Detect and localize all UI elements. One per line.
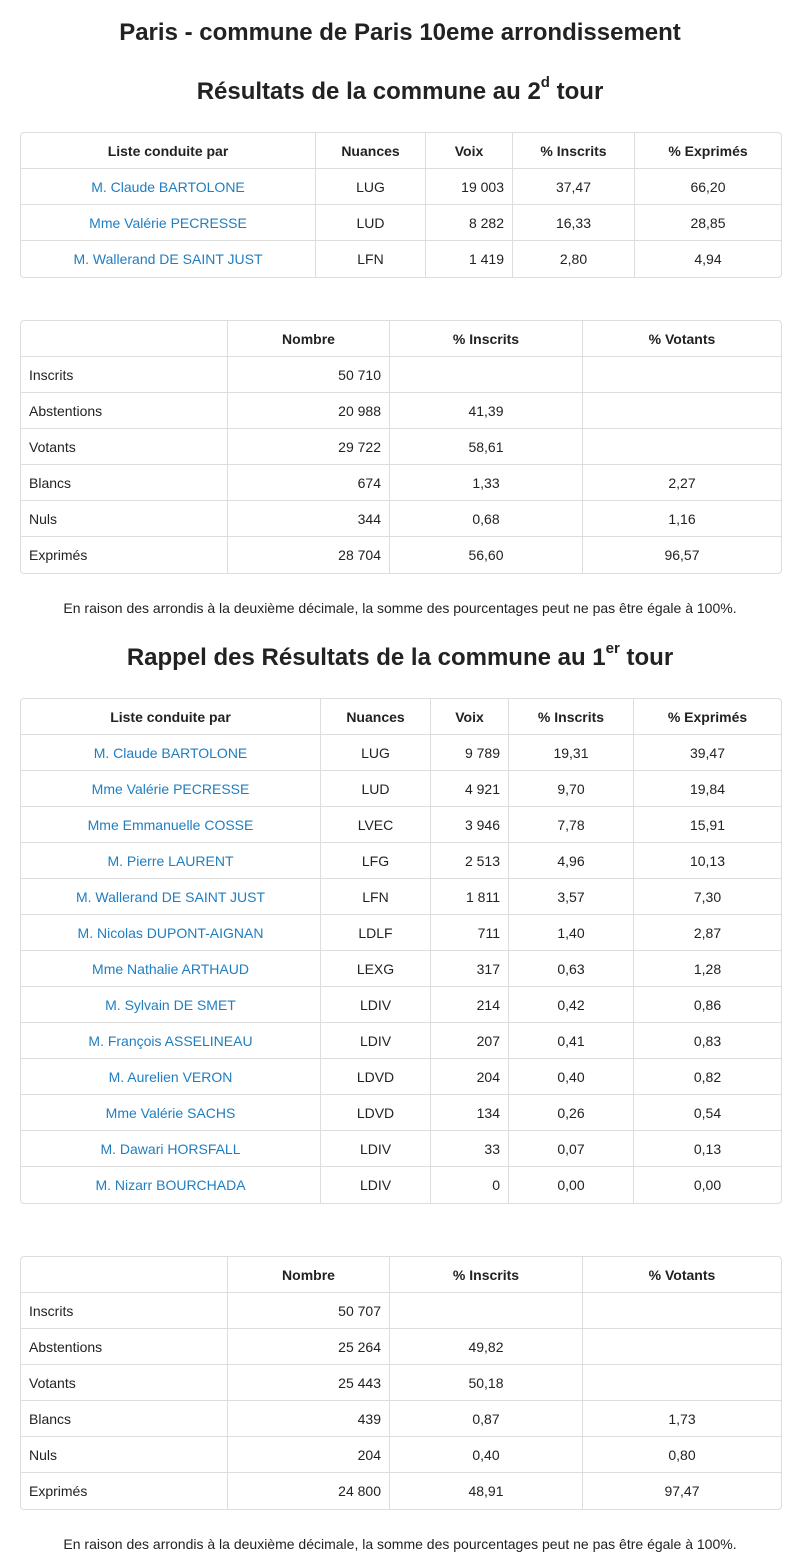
stats-pct-votants [583, 1329, 781, 1365]
candidate-link[interactable]: M. Wallerand DE SAINT JUST [75, 888, 266, 905]
stats-nombre: 344 [228, 501, 390, 537]
stats-nombre: 25 264 [228, 1329, 390, 1365]
stats-pct-inscrits: 0,40 [390, 1437, 583, 1473]
candidate-row [21, 915, 781, 951]
tour1-heading [0, 640, 800, 672]
stats-label: Exprimés [21, 537, 228, 573]
candidate-pct-exprimes: 2,87 [634, 915, 781, 951]
stats-nombre: 439 [228, 1401, 390, 1437]
candidate-nuance: LDIV [321, 987, 431, 1023]
candidate-nuance: LVEC [321, 807, 431, 843]
candidate-pct-inscrits: 0,40 [509, 1059, 634, 1095]
stats-row [21, 429, 781, 465]
stats-nombre: 29 722 [228, 429, 390, 465]
candidate-name-cell [21, 951, 321, 987]
candidate-nuance: LDLF [321, 915, 431, 951]
candidate-pct-exprimes: 39,47 [634, 735, 781, 771]
candidate-nuance: LUD [316, 205, 426, 241]
col-header-inscrits: % Inscrits [513, 133, 635, 169]
stats-pct-inscrits: 1,33 [390, 465, 583, 501]
candidate-pct-inscrits: 0,07 [509, 1131, 634, 1167]
tour2-candidates-table [20, 132, 782, 278]
stats-label: Nuls [21, 501, 228, 537]
candidate-pct-exprimes: 0,13 [634, 1131, 781, 1167]
candidate-voix: 711 [431, 915, 509, 951]
candidate-pct-exprimes: 0,54 [634, 1095, 781, 1131]
candidate-pct-exprimes: 10,13 [634, 843, 781, 879]
candidate-voix: 9 789 [431, 735, 509, 771]
stats-label: Inscrits [21, 357, 228, 393]
candidate-nuance: LFN [316, 241, 426, 277]
stats-col-header-inscrits: % Inscrits [390, 321, 583, 357]
candidate-row [21, 951, 781, 987]
stats-label: Blancs [21, 465, 228, 501]
candidate-voix: 317 [431, 951, 509, 987]
candidate-name-cell [21, 1167, 321, 1203]
candidate-pct-exprimes: 15,91 [634, 807, 781, 843]
candidate-voix: 33 [431, 1131, 509, 1167]
stats-row [21, 393, 781, 429]
tour1-candidates-table [20, 698, 782, 1204]
stats-row [21, 1293, 781, 1329]
candidate-pct-exprimes: 7,30 [634, 879, 781, 915]
candidate-link[interactable]: M. Sylvain DE SMET [105, 996, 236, 1013]
stats-row [21, 1401, 781, 1437]
stats-pct-votants [583, 357, 781, 393]
candidate-pct-inscrits: 0,26 [509, 1095, 634, 1131]
stats-col-header-votants: % Votants [583, 321, 781, 357]
col-header-nuances: Nuances [316, 133, 426, 169]
stats-nombre: 24 800 [228, 1473, 390, 1509]
candidate-pct-exprimes: 4,94 [694, 251, 722, 267]
stats-col-header-label [21, 1257, 228, 1293]
tour2-heading [0, 74, 800, 106]
candidate-row [21, 735, 781, 771]
tour2-rounding-note: En raison des arrondis à la deuxième décimale, la somme des pourcentages peut ne pas être égale à 100%. [63, 600, 737, 616]
candidate-name-cell [21, 735, 321, 771]
candidate-nuance: LDIV [321, 1131, 431, 1167]
candidate-name-cell [21, 1131, 321, 1167]
stats-pct-inscrits: 49,82 [390, 1329, 583, 1365]
candidate-pct-inscrits: 16,33 [513, 205, 635, 241]
stats-label: Inscrits [21, 1293, 228, 1329]
candidate-link[interactable]: M. Claude BARTOLONE [93, 744, 248, 761]
stats-pct-inscrits: 56,60 [390, 537, 583, 573]
candidate-pct-inscrits: 1,40 [509, 915, 634, 951]
candidate-pct-inscrits: 0,00 [509, 1167, 634, 1203]
candidate-pct-inscrits: 0,41 [509, 1023, 634, 1059]
stats-nombre: 674 [228, 465, 390, 501]
tour1-rounding-note: En raison des arrondis à la deuxième décimale, la somme des pourcentages peut ne pas être égale à 100%. [63, 1536, 737, 1552]
stats-pct-votants [583, 429, 781, 465]
candidate-pct-exprimes: 0,00 [693, 1177, 722, 1193]
candidate-name-cell [21, 205, 316, 241]
stats-nombre: 50 710 [228, 357, 390, 393]
stats-pct-inscrits: 41,39 [390, 393, 583, 429]
candidate-pct-inscrits: 0,63 [509, 951, 634, 987]
candidate-voix: 214 [431, 987, 509, 1023]
col-header-voix: Voix [426, 133, 513, 169]
stats-pct-votants: 96,57 [664, 547, 700, 563]
candidate-pct-inscrits: 19,31 [509, 735, 634, 771]
candidate-row [21, 879, 781, 915]
candidate-row [21, 169, 781, 205]
stats-row [21, 537, 781, 573]
candidate-voix: 19 003 [426, 169, 513, 205]
candidate-pct-exprimes: 0,82 [634, 1059, 781, 1095]
candidate-voix: 1 419 [426, 241, 513, 277]
stats-row [21, 465, 781, 501]
stats-pct-inscrits: 0,87 [390, 1401, 583, 1437]
stats-col-header-nombre: Nombre [228, 321, 390, 357]
stats-label: Votants [21, 429, 228, 465]
candidate-pct-inscrits: 3,57 [509, 879, 634, 915]
candidate-pct-exprimes: 28,85 [635, 205, 781, 241]
candidate-name-cell [21, 843, 321, 879]
stats-label: Votants [21, 1365, 228, 1401]
candidate-row [21, 771, 781, 807]
candidate-voix: 1 811 [431, 879, 509, 915]
candidate-name-cell [21, 807, 321, 843]
stats-pct-votants [583, 393, 781, 429]
stats-pct-votants: 1,73 [583, 1401, 781, 1437]
tour2-heading-suffix: tour [549, 78, 604, 105]
candidate-link[interactable]: Mme Nathalie ARTHAUD [92, 960, 249, 977]
stats-pct-inscrits: 50,18 [390, 1365, 583, 1401]
tour2-stats-table [20, 320, 782, 574]
candidate-row [21, 807, 781, 843]
col-header-voix: Voix [431, 699, 509, 735]
tour2-heading-prefix: Résultats de la commune au 2 [196, 78, 541, 105]
candidate-link[interactable]: M. Nizarr BOURCHADA [95, 1177, 246, 1193]
stats-label: Abstentions [21, 1329, 228, 1365]
candidate-nuance: LUG [321, 735, 431, 771]
candidate-nuance: LDIV [321, 1023, 431, 1059]
candidate-pct-inscrits: 4,96 [509, 843, 634, 879]
col-header-liste: Liste conduite par [21, 133, 316, 169]
candidate-nuance: LDVD [321, 1059, 431, 1095]
stats-label: Blancs [21, 1401, 228, 1437]
stats-pct-votants [583, 1365, 781, 1401]
candidate-voix: 207 [431, 1023, 509, 1059]
stats-pct-votants: 0,80 [583, 1437, 781, 1473]
stats-row [21, 1365, 781, 1401]
stats-row [21, 1329, 781, 1365]
candidate-link[interactable]: M. Aurelien VERON [108, 1068, 233, 1085]
candidate-name-cell [21, 241, 316, 277]
stats-pct-inscrits: 58,61 [390, 429, 583, 465]
candidate-nuance: LUD [321, 771, 431, 807]
candidate-row [21, 1131, 781, 1167]
candidate-pct-inscrits: 9,70 [509, 771, 634, 807]
candidate-row [21, 843, 781, 879]
candidate-nuance: LUG [316, 169, 426, 205]
stats-label: Abstentions [21, 393, 228, 429]
candidate-name-cell [21, 169, 316, 205]
col-header-exprimes: % Exprimés [635, 133, 781, 169]
col-header-inscrits: % Inscrits [509, 699, 634, 735]
candidate-nuance: LFG [321, 843, 431, 879]
page-title: Paris - commune de Paris 10eme arrondissement [119, 19, 681, 46]
candidate-nuance: LEXG [321, 951, 431, 987]
candidate-name-cell [21, 1023, 321, 1059]
stats-col-header-inscrits: % Inscrits [390, 1257, 583, 1293]
stats-nombre: 204 [228, 1437, 390, 1473]
candidate-pct-exprimes: 19,84 [634, 771, 781, 807]
stats-col-header-label [21, 321, 228, 357]
stats-row [21, 1473, 781, 1509]
candidate-nuance: LDIV [321, 1167, 431, 1203]
candidate-row [21, 205, 781, 241]
stats-pct-inscrits [390, 357, 583, 393]
candidate-link[interactable]: M. Wallerand DE SAINT JUST [73, 251, 263, 267]
candidate-name-cell [21, 915, 321, 951]
candidate-voix: 0 [431, 1167, 509, 1203]
candidate-link[interactable]: Mme Valérie PECRESSE [91, 780, 250, 797]
candidate-link[interactable]: M. Nicolas DUPONT-AIGNAN [77, 924, 264, 941]
tour1-heading-prefix: Rappel des Résultats de la commune au 1 [126, 644, 606, 671]
tour1-heading-sup: er [605, 640, 620, 657]
candidate-row [21, 987, 781, 1023]
candidate-nuance: LFN [321, 879, 431, 915]
stats-row [21, 1437, 781, 1473]
stats-pct-votants: 2,27 [583, 465, 781, 501]
candidate-row [21, 1059, 781, 1095]
col-header-nuances: Nuances [321, 699, 431, 735]
candidate-name-cell [21, 1059, 321, 1095]
candidate-row [21, 1095, 781, 1131]
candidate-voix: 204 [431, 1059, 509, 1095]
candidate-pct-exprimes: 1,28 [634, 951, 781, 987]
stats-row [21, 357, 781, 393]
candidate-voix: 3 946 [431, 807, 509, 843]
candidate-pct-inscrits: 37,47 [513, 169, 635, 205]
stats-row [21, 501, 781, 537]
candidate-link[interactable]: M. François ASSELINEAU [88, 1032, 253, 1049]
stats-pct-votants [583, 1293, 781, 1329]
candidate-pct-inscrits: 0,42 [509, 987, 634, 1023]
candidate-name-cell [21, 987, 321, 1023]
stats-nombre: 20 988 [228, 393, 390, 429]
candidate-row [21, 1023, 781, 1059]
stats-pct-votants: 97,47 [664, 1483, 700, 1499]
stats-col-header-votants: % Votants [583, 1257, 781, 1293]
candidate-voix: 134 [431, 1095, 509, 1131]
stats-label: Nuls [21, 1437, 228, 1473]
candidate-pct-exprimes: 0,86 [634, 987, 781, 1023]
stats-pct-inscrits: 0,68 [390, 501, 583, 537]
candidate-pct-exprimes: 66,20 [635, 169, 781, 205]
candidate-link[interactable]: M. Claude BARTOLONE [91, 178, 245, 195]
col-header-exprimes: % Exprimés [634, 699, 781, 735]
candidate-name-cell [21, 879, 321, 915]
candidate-link[interactable]: Mme Valérie SACHS [105, 1104, 236, 1121]
candidate-link[interactable]: Mme Valérie PECRESSE [89, 214, 247, 231]
tour2-heading-sup: d [540, 74, 550, 91]
candidate-pct-inscrits: 7,78 [509, 807, 634, 843]
candidate-nuance: LDVD [321, 1095, 431, 1131]
candidate-row [21, 241, 781, 277]
tour1-heading-suffix: tour [619, 644, 674, 671]
stats-nombre: 50 707 [228, 1293, 390, 1329]
stats-pct-votants: 1,16 [583, 501, 781, 537]
candidate-link[interactable]: Mme Emmanuelle COSSE [87, 816, 254, 833]
candidate-voix: 4 921 [431, 771, 509, 807]
candidate-name-cell [21, 1095, 321, 1131]
stats-nombre: 25 443 [228, 1365, 390, 1401]
tour1-stats-table [20, 1256, 782, 1510]
candidate-pct-inscrits: 2,80 [513, 241, 635, 277]
candidate-voix: 8 282 [426, 205, 513, 241]
col-header-liste: Liste conduite par [21, 699, 321, 735]
candidate-link[interactable]: M. Pierre LAURENT [107, 852, 234, 869]
candidate-voix: 2 513 [431, 843, 509, 879]
stats-col-header-nombre: Nombre [228, 1257, 390, 1293]
stats-pct-inscrits [390, 1293, 583, 1329]
stats-label: Exprimés [21, 1473, 228, 1509]
stats-nombre: 28 704 [228, 537, 390, 573]
candidate-row [21, 1167, 781, 1203]
candidate-name-cell [21, 771, 321, 807]
stats-pct-inscrits: 48,91 [390, 1473, 583, 1509]
candidate-link[interactable]: M. Dawari HORSFALL [100, 1140, 241, 1157]
candidate-pct-exprimes: 0,83 [634, 1023, 781, 1059]
